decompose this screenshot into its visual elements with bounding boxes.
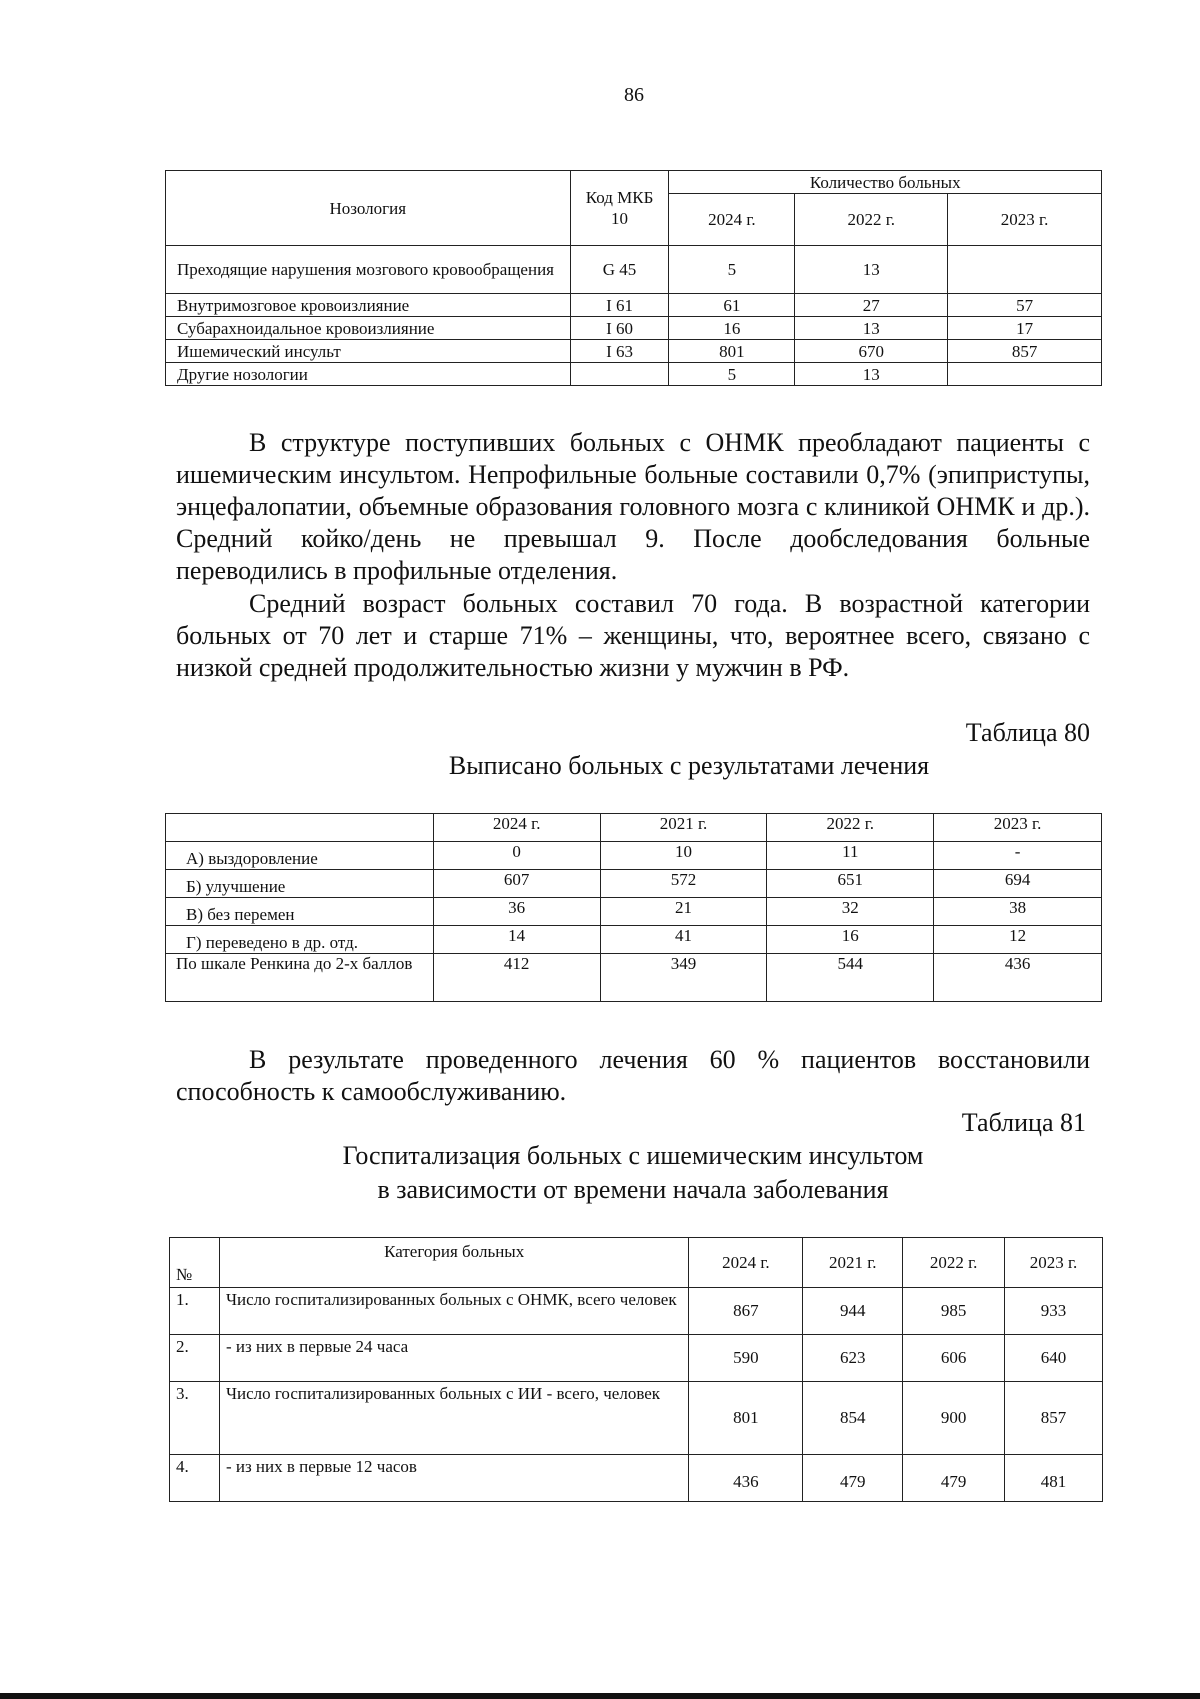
header-year: 2021 г. <box>803 1238 903 1288</box>
table-row: Ишемический инсульт I 63 801 670 857 <box>166 340 1102 363</box>
table-row: Б) улучшение 607 572 651 694 <box>166 870 1102 898</box>
table-number: Таблица 81 <box>961 1108 1086 1137</box>
paragraph: Средний возраст больных составил 70 года. В возрастной категории больных от 70 лет и старше 71% – женщины, что, вероятнее всего, связано с низкой средней продолжительностью жизни у мужчин в РФ. <box>176 589 1090 682</box>
table-row: Г) переведено в др. отд. 14 41 16 12 <box>166 926 1102 954</box>
paragraph: В структуре поступивших больных с ОНМК преобладают пациенты с ишемическим инсультом. Непрофильные больные составили 0,7% (эпиприступы, энцефалопатии, объемные образования головного мозга с клиникой ОНМК и др.). Средний койко/день не превышал 9. После дообследования больные переводились в профильные отделения. <box>176 428 1090 585</box>
table-row: Субарахноидальное кровоизлияние I 60 16 13 17 <box>166 317 1102 340</box>
table-title: Выписано больных с результатами лечения <box>448 751 930 780</box>
table-row: По шкале Ренкина до 2-х баллов 412 349 544 436 <box>166 954 1102 1002</box>
header-year: 2024 г. <box>433 814 600 842</box>
header-year: 2021 г. <box>600 814 767 842</box>
header-year: 2022 г. <box>795 194 948 246</box>
header-year: 2022 г. <box>767 814 934 842</box>
header-year: 2023 г. <box>934 814 1102 842</box>
table-title: Госпитализация больных с ишемическим инсультом <box>342 1141 924 1170</box>
table-row: 3. Число госпитализированных больных с ИИ - всего, человек 801 854 900 857 <box>170 1382 1103 1455</box>
table-row: 4. - из них в первые 12 часов 436 479 479 481 <box>170 1455 1103 1502</box>
nosology-table <box>165 170 1102 386</box>
scan-edge <box>0 1693 1200 1699</box>
page-number: 86 <box>624 84 644 106</box>
table-number: Таблица 80 <box>965 718 1090 747</box>
hospitalization-table <box>169 1237 1103 1502</box>
table-row: 1. Число госпитализированных больных с ОНМК, всего человек 867 944 985 933 <box>170 1288 1103 1335</box>
treatment-results-table <box>165 813 1102 1002</box>
header-category: Категория больных <box>219 1238 688 1288</box>
header-nosology: Нозология <box>166 171 571 246</box>
table-row: Внутримозговое кровоизлияние I 61 61 27 57 <box>166 294 1102 317</box>
header-code: Код МКБ 10 <box>570 171 669 246</box>
table-row: 2. - из них в первые 24 часа 590 623 606 640 <box>170 1335 1103 1382</box>
header-number: № <box>170 1238 220 1288</box>
header-year: 2023 г. <box>948 194 1102 246</box>
header-year: 2023 г. <box>1005 1238 1103 1288</box>
table-row: А) выздоровление 0 10 11 - <box>166 842 1102 870</box>
header-year: 2024 г. <box>669 194 795 246</box>
header-patient-count: Количество больных <box>669 171 1102 194</box>
table-row: В) без перемен 36 21 32 38 <box>166 898 1102 926</box>
table-row: Преходящие нарушения мозгового кровообращения G 45 5 13 <box>166 246 1102 294</box>
header-year: 2022 г. <box>903 1238 1005 1288</box>
header-year: 2024 г. <box>689 1238 803 1288</box>
paragraph: В результате проведенного лечения 60 % пациентов восстановили способность к самообслуживанию. <box>176 1045 1090 1106</box>
table-subtitle: в зависимости от времени начала заболевания <box>377 1175 889 1204</box>
table-row: Другие нозологии 5 13 <box>166 363 1102 386</box>
